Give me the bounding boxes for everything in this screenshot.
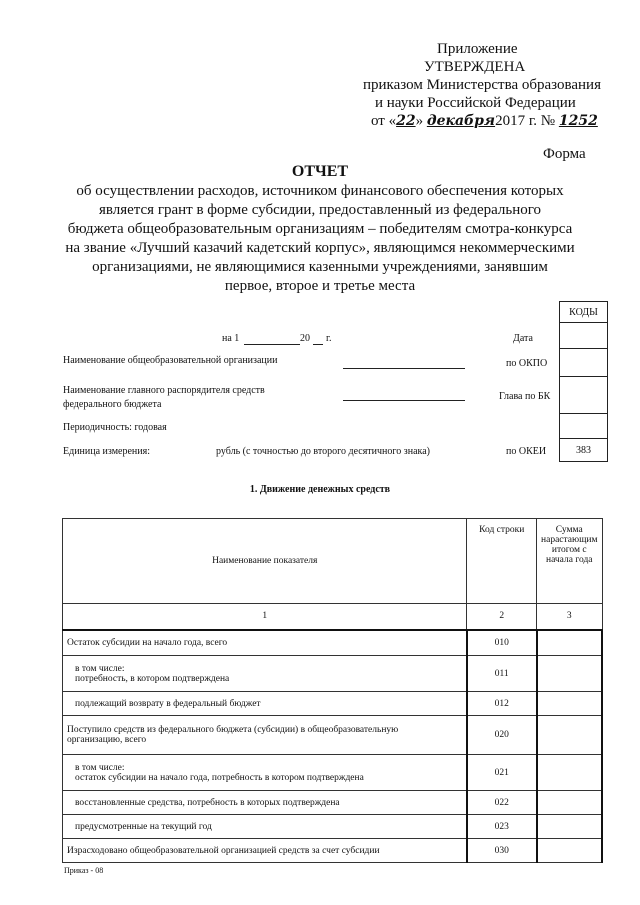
subtitle-line: является грант в форме субсидии, предоставленный из федерального — [98, 202, 542, 218]
subtitle-line: организациями, не являющимися казенными учреждениями, занявшим — [92, 259, 548, 275]
subtitle-line: бюджета общеобразовательным организациям – победителям смотра-конкурса — [67, 221, 573, 237]
code-bk-cell[interactable] — [560, 377, 607, 414]
codes-header: КОДЫ — [560, 302, 607, 323]
table-header-row — [63, 519, 603, 604]
row-code: 020 — [467, 716, 537, 755]
form-label: Форма — [543, 146, 586, 162]
code-date-cell[interactable] — [560, 323, 607, 349]
row-value-cell[interactable] — [537, 839, 602, 863]
row-value-cell[interactable] — [537, 692, 602, 716]
code-spacer-cell — [560, 414, 607, 439]
bk-label: Глава по БК — [499, 391, 551, 402]
grbs-label-2: федерального бюджета — [63, 399, 162, 410]
table-row — [63, 656, 603, 692]
code-okei-cell: 383 — [560, 439, 607, 462]
report-year-blank[interactable] — [313, 344, 323, 345]
row-value-cell[interactable] — [537, 716, 602, 755]
row-label: подлежащий возврату в федеральный бюджет — [63, 692, 467, 716]
date-month: декабря — [426, 113, 496, 129]
date-year: 2017 г. № — [495, 113, 556, 129]
row-label: предусмотренные на текущий год — [63, 815, 467, 839]
row-code: 012 — [467, 692, 537, 716]
col-header-sum: Сумма нарастающим итогом с начала года — [537, 519, 602, 604]
col-header-code: Код строки — [467, 519, 537, 604]
row-code: 011 — [467, 656, 537, 692]
ministry-line: и науки Российской Федерации — [375, 95, 576, 111]
table-row — [63, 716, 603, 755]
grbs-label-1: Наименование главного распорядителя средств — [63, 385, 265, 396]
row-code: 023 — [467, 815, 537, 839]
row-label-text: потребность, в котором подтверждена — [75, 673, 230, 684]
report-date-blank[interactable] — [244, 344, 300, 345]
table-row — [63, 630, 603, 656]
report-year-suffix: г. — [326, 333, 332, 344]
code-okpo-cell[interactable] — [560, 349, 607, 377]
row-label-text: остаток субсидии на начало года, потребность в котором подтверждена — [75, 772, 364, 783]
date-prefix: от « — [371, 113, 397, 129]
subtitle-line: об осуществлении расходов, источником финансового обеспечения которых — [76, 183, 564, 199]
org-name-label: Наименование общеобразовательной организации — [63, 355, 278, 366]
table-row — [63, 839, 603, 863]
okpo-label: по ОКПО — [506, 358, 548, 369]
report-year-prefix: 20 — [300, 333, 310, 344]
report-date-prefix: на 1 — [222, 333, 240, 344]
unit-value: рубль (с точностью до второго десятичного знака) — [216, 446, 430, 457]
footer-note: Приказ - 08 — [64, 866, 104, 875]
table-row — [63, 692, 603, 716]
report-subtitle — [60, 182, 580, 296]
okei-label: по ОКЕИ — [506, 446, 547, 457]
subtitle-line: на звание «Лучший казачий кадетский корпус», являющимся некоммерческими — [65, 240, 575, 256]
table-row — [63, 755, 603, 791]
org-name-blank[interactable] — [343, 368, 465, 369]
row-value-cell[interactable] — [537, 630, 602, 656]
section-title: 1. Движение денежных средств — [249, 484, 391, 495]
table-row — [63, 791, 603, 815]
date-mid: » — [415, 113, 424, 129]
appendix-label: Приложение — [437, 41, 518, 57]
row-label-line1: Поступило средств из федерального бюджета (субсидии) в общеобразовательную — [67, 725, 399, 735]
row-code: 030 — [467, 839, 537, 863]
row-label: Остаток субсидии на начало года, всего — [63, 630, 467, 656]
row-value-cell[interactable] — [537, 815, 602, 839]
row-code: 022 — [467, 791, 537, 815]
row-code: 021 — [467, 755, 537, 791]
row-sublabel: в том числе: — [75, 762, 125, 773]
col-num-3: 3 — [537, 604, 602, 630]
approved-label: УТВЕРЖДЕНА — [424, 59, 526, 75]
row-sublabel: в том числе: — [75, 663, 125, 674]
row-code: 010 — [467, 630, 537, 656]
unit-label: Единица измерения: — [63, 446, 150, 457]
row-value-cell[interactable] — [537, 755, 602, 791]
grbs-blank[interactable] — [343, 400, 465, 401]
order-number: 1252 — [558, 113, 598, 129]
col-num-1: 1 — [63, 604, 467, 630]
order-line: приказом Министерства образования — [363, 77, 601, 93]
date-day: 22 — [396, 113, 416, 129]
subtitle-line: первое, второе и третье места — [224, 278, 416, 294]
row-label — [63, 656, 467, 692]
col-header-name: Наименование показателя — [63, 519, 467, 604]
cash-flow-table — [62, 518, 603, 863]
date-label: Дата — [513, 333, 533, 344]
table-row — [63, 815, 603, 839]
report-title: ОТЧЕТ — [291, 163, 349, 180]
periodicity-label: Периодичность: годовая — [63, 422, 167, 433]
codes-box — [559, 301, 608, 462]
col-num-2: 2 — [467, 604, 537, 630]
row-label-line2: организацию, всего — [67, 735, 147, 745]
row-value-cell[interactable] — [537, 656, 602, 692]
row-label — [63, 716, 467, 755]
row-label: Израсходовано общеобразовательной организацией средств за счет субсидии — [63, 839, 467, 863]
row-label — [63, 755, 467, 791]
row-label: восстановленные средства, потребность в которых подтверждена — [63, 791, 467, 815]
table-number-row — [63, 604, 603, 630]
order-date-line — [371, 112, 598, 131]
row-value-cell[interactable] — [537, 791, 602, 815]
